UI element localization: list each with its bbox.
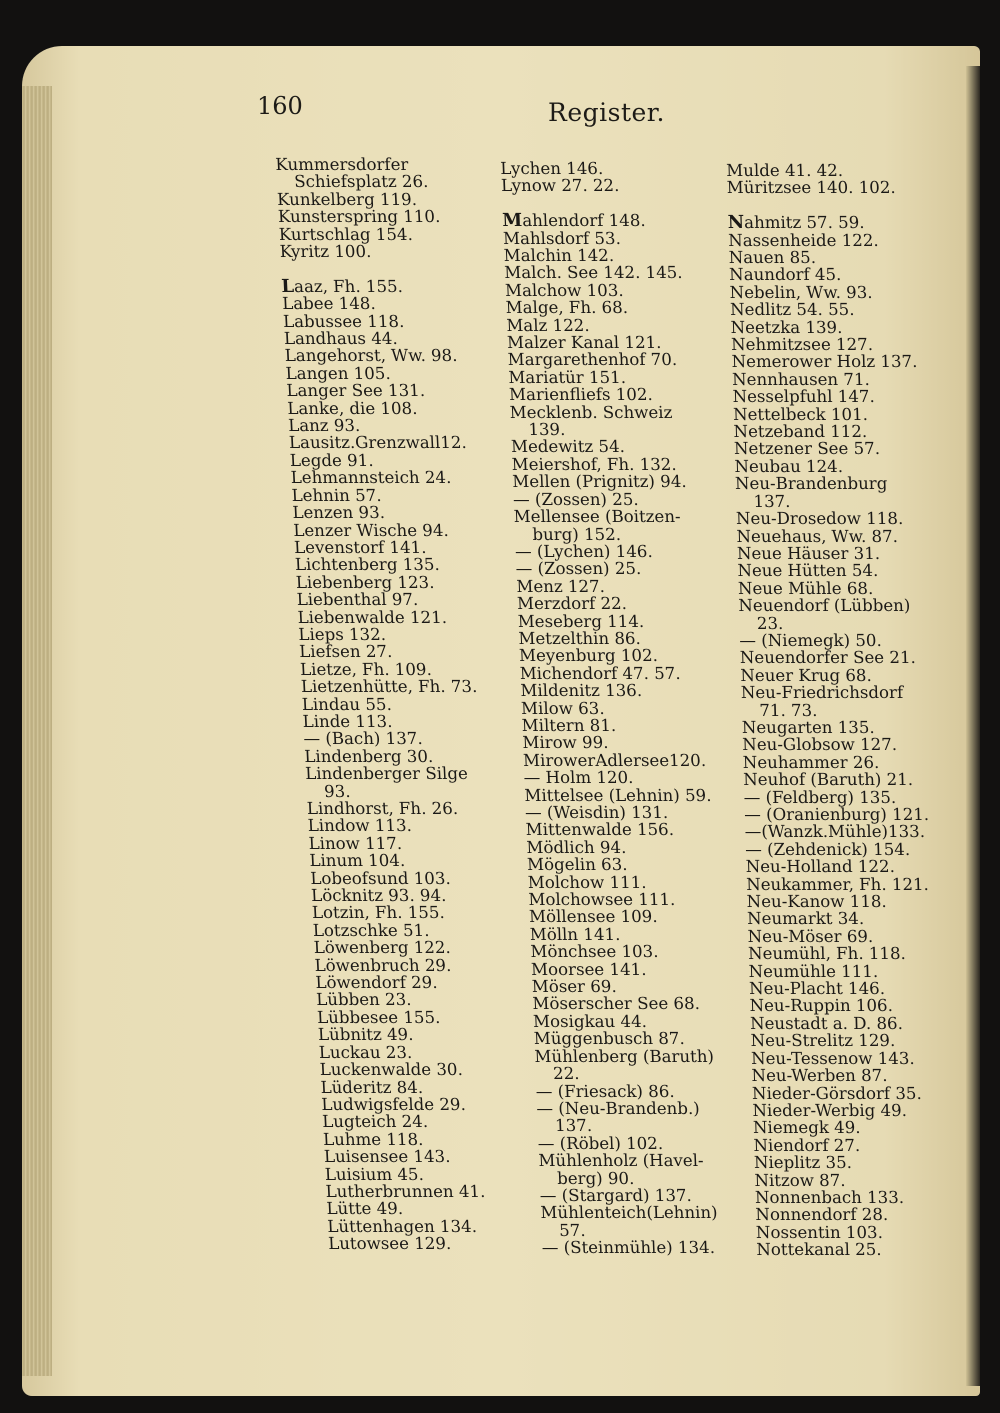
index-entry: Mühlenholz (Havel- (538, 1151, 704, 1171)
index-entry: Kurtschlag 154. (278, 224, 414, 244)
index-entry: Neu-Drosedow 118. (735, 509, 904, 529)
index-entry: Levenstorf 141. (293, 537, 427, 557)
index-entry: Lütte 49. (326, 1199, 404, 1219)
index-entry: Lenzer Wische 94. (292, 520, 450, 540)
index-entry: Lübbesee 155. (316, 1007, 441, 1027)
index-entry: Nahmitz 57. 59. (727, 212, 865, 234)
index-entry-continuation: 57. (558, 1220, 586, 1240)
index-entry: — (Niemegk) 50. (739, 630, 883, 650)
index-entry: Moorsee 141. (530, 959, 647, 979)
index-entry: Luhme 118. (322, 1129, 424, 1149)
index-entry: Ludwigsfelde 29. (320, 1094, 467, 1114)
index-entry: Malz 122. (505, 315, 590, 335)
index-entry-continuation: 22. (552, 1064, 580, 1084)
index-entry: Löcknitz 93. 94. (310, 886, 447, 906)
index-entry: Neuhammer 26. (742, 752, 880, 772)
index-entry: Möserscher See 68. (532, 994, 701, 1014)
index-entry: Kyritz 100. (279, 242, 372, 262)
index-entry: Mariatür 151. (507, 367, 627, 387)
index-entry: Lotzschke 51. (312, 920, 430, 940)
index-entry: Kummersdorfer (274, 155, 409, 174)
index-entry: — (Weisdin) 131. (524, 803, 669, 823)
index-entry-continuation: burg) 152. (532, 524, 622, 544)
index-entry: Nesselpfuhl 147. (732, 387, 875, 407)
index-entry: Mühlenberg (Baruth) (534, 1046, 715, 1066)
index-entry: Lychen 146. (499, 159, 604, 178)
index-entry: Mönchsee 103. (530, 942, 659, 962)
index-entry: Lutherbrunnen 41. (325, 1181, 486, 1201)
index-entry: Lübnitz 49. (317, 1025, 414, 1045)
index-entry: Lotzin, Fh. 155. (311, 903, 446, 923)
index-entry: — (Zossen) 25. (515, 559, 642, 579)
index-entry: Miltern 81. (521, 715, 617, 735)
index-entry: Mosigkau 44. (532, 1011, 648, 1031)
index-entry: Luckenwalde 30. (319, 1060, 464, 1080)
index-entry: Langer See 131. (286, 381, 426, 401)
index-entry-continuation: 71. 73. (759, 700, 818, 720)
index-entry: Lehnin 57. (291, 485, 382, 505)
index-entry: Mellensee (Boitzen- (513, 507, 681, 527)
index-entry: Lehmannsteich 24. (290, 468, 452, 488)
index-entry: Mittelsee (Lehnin) 59. (524, 785, 712, 805)
index-entry: Marienfliefs 102. (508, 385, 654, 405)
index-entry: Labussee 118. (282, 311, 405, 331)
index-entry: Labee 148. (281, 294, 377, 314)
index-entry: Lenzen 93. (291, 503, 386, 523)
index-entry: Neu-Holland 122. (745, 857, 896, 877)
page-number: 160 (257, 92, 303, 120)
index-entry: Molchow 111. (527, 872, 647, 892)
index-entry: Neuendorfer See 21. (739, 648, 917, 668)
index-entry: Linum 104. (309, 851, 406, 871)
index-entry: Löwenbruch 29. (314, 955, 452, 975)
index-entry-continuation: Schiefsplatz 26. (293, 172, 429, 192)
index-entry: Merzdorf 22. (516, 594, 628, 614)
index-entry: Niemegk 49. (752, 1118, 861, 1138)
index-entry: Neumühle 111. (748, 961, 879, 981)
index-entry: Lausitz.Grenzwall12. (288, 433, 468, 453)
index-entry: Liefsen 27. (298, 642, 393, 662)
index-entry: Neu-Tessenow 143. (750, 1048, 915, 1068)
index-entry: Nehmitzsee 127. (730, 335, 874, 355)
index-entry: Margarethenhof 70. (507, 350, 678, 370)
index-entry: Neustadt a. D. 86. (749, 1013, 904, 1033)
index-entry: Mögelin 63. (526, 855, 628, 875)
index-entry: — (Röbel) 102. (537, 1133, 664, 1153)
letter-group-gap (727, 197, 913, 214)
index-entry: Nauen 85. (728, 248, 817, 268)
index-entry: Milow 63. (520, 698, 605, 718)
index-entry: — (Oranienburg) 121. (743, 805, 930, 825)
index-entry: Medewitz 54. (510, 437, 626, 457)
index-entry: Lietzenhütte, Fh. 73. (300, 677, 478, 697)
index-entry: Löwenberg 122. (313, 938, 452, 958)
index-entry: — (Zossen) 25. (512, 489, 639, 509)
index-entry: Nieder-Werbig 49. (752, 1100, 908, 1120)
index-entry: Meyenburg 102. (518, 646, 659, 666)
index-entry-continuation: 93. (323, 781, 351, 801)
index-entry: Nonnenbach 133. (754, 1187, 905, 1207)
index-entry: Möllensee 109. (528, 907, 658, 927)
index-entry-continuation: 23. (756, 613, 784, 633)
index-entry: — (Neu-Brandenb.) (536, 1098, 700, 1118)
index-entry: Lüderitz 84. (320, 1077, 424, 1097)
index-entry: Mirow 99. (522, 733, 609, 753)
index-entry: Neetzka 139. (730, 317, 843, 337)
index-entry: Nemerower Holz 137. (731, 352, 918, 372)
letter-group-gap (501, 195, 689, 212)
running-head-title: Register. (548, 98, 665, 127)
index-entry: Liebenthal 97. (296, 590, 419, 610)
index-entry: Mölln 141. (529, 924, 621, 944)
index-entry: Metzelthin 86. (518, 628, 642, 648)
index-entry: Lutowsee 129. (327, 1234, 452, 1254)
index-entry: Lanz 93. (287, 416, 361, 436)
index-entry: Mödlich 94. (526, 837, 627, 857)
index-entry: Neue Hütten 54. (737, 561, 879, 581)
index-entry: Kunsterspring 110. (277, 207, 441, 227)
index-entry: Lindow 113. (307, 816, 413, 836)
index-entry: Neuehaus, Ww. 87. (736, 526, 899, 546)
index-entry: Luckau 23. (318, 1042, 413, 1062)
index-entry: Meseberg 114. (517, 611, 645, 631)
index-entry: Lanke, die 108. (286, 398, 418, 418)
index-entry: Neu-Werben 87. (751, 1066, 888, 1086)
index-entry: Nettelbeck 101. (732, 404, 869, 424)
index-entry: Meiershof, Fh. 132. (511, 454, 677, 474)
index-entry: Nottekanal 25. (756, 1240, 882, 1260)
index-entry: Neu-Brandenburg (734, 474, 888, 494)
index-entry: Naundorf 45. (728, 265, 842, 285)
index-entry: Malchin 142. (503, 246, 615, 266)
index-entry: Lindhorst, Fh. 26. (306, 799, 459, 819)
index-entry: — (Bach) 137. (303, 729, 424, 749)
index-entry: Molchowsee 111. (528, 890, 676, 910)
index-entry: Lugteich 24. (321, 1112, 429, 1132)
index-entry: Lobeofsund 103. (309, 868, 452, 888)
index-entry: Lieps 132. (297, 624, 387, 644)
index-entry: Langehorst, Ww. 98. (284, 346, 458, 366)
index-entry: Neu-Kanow 118. (746, 892, 887, 912)
page-gutter-shadow (966, 66, 980, 1386)
index-entry: Linde 113. (302, 711, 393, 731)
index-entry: — (Zehdenick) 154. (744, 839, 911, 859)
index-entry: Lindenberger Silge (304, 764, 469, 784)
index-entry: Neue Mühle 68. (737, 578, 874, 598)
index-entry: Nitzow 87. (754, 1170, 846, 1190)
index-entry: Neue Häuser 31. (736, 543, 881, 563)
index-entry-continuation: 139. (527, 420, 566, 440)
index-entry-continuation: berg) 90. (556, 1168, 635, 1188)
index-entry: Kunkelberg 119. (276, 189, 418, 209)
index-entry: — (Friesack) 86. (535, 1081, 675, 1101)
index-entry: Neuer Krug 68. (740, 665, 872, 685)
index-entry: Lietze, Fh. 109. (299, 659, 433, 679)
index-entry: Möser 69. (531, 977, 618, 997)
index-entry: Lindenberg 30. (303, 746, 434, 766)
letter-group-gap (280, 260, 459, 277)
index-entry: Malzer Kanal 121. (506, 333, 662, 353)
index-entry: Neu-Möser 69. (747, 926, 874, 946)
index-entry: Mahlendorf 148. (501, 210, 646, 232)
index-entry: Nebelin, Ww. 93. (729, 282, 873, 302)
index-entry: Linow 117. (308, 833, 403, 853)
index-entry: Menz 127. (516, 576, 606, 596)
index-entry: — Holm 120. (523, 768, 634, 788)
index-entry: Neumarkt 34. (746, 909, 865, 929)
index-entry: Mulde 41. 42. (725, 161, 844, 180)
index-entry: Neumühl, Fh. 118. (747, 944, 907, 964)
index-entry-continuation: 137. (753, 491, 791, 511)
index-entry: Mellen (Prignitz) 94. (511, 472, 687, 492)
index-entry: Malchow 103. (504, 280, 624, 300)
index-entry: Neuhof (Baruth) 21. (742, 770, 914, 790)
index-entry: Michendorf 47. 57. (519, 663, 681, 683)
index-entry: Mildenitz 136. (520, 681, 643, 701)
index-entry: Malch. See 142. 145. (503, 263, 683, 283)
index-entry: Nossentin 103. (755, 1222, 884, 1242)
index-entry: MirowerAdlersee120. (522, 750, 707, 770)
index-entry: Neu-Strelitz 129. (750, 1031, 896, 1051)
index-entry: Löwendorf 29. (314, 973, 438, 993)
index-entry: Nennhausen 71. (731, 369, 871, 389)
index-entry: Nedlitz 54. 55. (729, 300, 855, 320)
index-entry: Neu-Placht 146. (748, 979, 886, 999)
index-entry: Landhaus 44. (283, 329, 399, 349)
index-entry: Nieplitz 35. (753, 1153, 853, 1173)
index-entry: Malge, Fh. 68. (505, 298, 629, 318)
index-entry: Luisium 45. (324, 1164, 425, 1184)
index-entry: Nieder-Görsdorf 35. (751, 1083, 922, 1103)
index-entry: Liebenwalde 121. (297, 607, 448, 627)
index-entry: — (Stargard) 137. (539, 1185, 693, 1205)
index-entry-continuation: 137. (554, 1116, 593, 1136)
index-entry: Liebenberg 123. (295, 572, 435, 592)
index-entry: Mahlsdorf 53. (502, 228, 622, 248)
index-entry: Neuendorf (Lübben) (738, 596, 911, 616)
index-entry: Neu-Friedrichsdorf (740, 683, 904, 703)
index-entry: Neukammer, Fh. 121. (745, 874, 930, 894)
index-entry: Neu-Globsow 127. (742, 735, 898, 755)
index-entry: — (Lychen) 146. (514, 541, 654, 561)
index-entry: Lichtenberg 135. (294, 555, 441, 575)
index-entry: Lübben 23. (315, 990, 412, 1010)
index-entry: Mühlenteich(Lehnin) (540, 1203, 718, 1223)
index-entry: Legde 91. (289, 450, 374, 470)
index-entry: Müggenbusch 87. (533, 1029, 686, 1049)
index-entry: Laaz, Fh. 155. (280, 275, 404, 297)
index-entry: Neubau 124. (734, 456, 844, 476)
index-entry: Mecklenb. Schweiz (509, 402, 673, 422)
index-entry: —(Wanzk.Mühle)133. (744, 822, 926, 842)
index-entry: Neugarten 135. (741, 717, 875, 737)
index-entry: Müritzsee 140. 102. (726, 178, 896, 198)
index-entry: Netzeband 112. (733, 422, 868, 442)
index-column-right (726, 162, 942, 1259)
page-edges (22, 86, 52, 1376)
index-entry: Neu-Ruppin 106. (749, 996, 894, 1016)
index-entry: Lüttenhagen 134. (326, 1216, 478, 1236)
index-entry: Niendorf 27. (753, 1135, 861, 1155)
index-entry: Netzener See 57. (733, 439, 881, 459)
index-entry: — (Steinmühle) 134. (541, 1238, 716, 1258)
index-entry: — (Feldberg) 135. (743, 787, 897, 807)
index-entry: Lindau 55. (301, 694, 393, 714)
index-entry: Lynow 27. 22. (500, 176, 620, 196)
index-entry: Mittenwalde 156. (525, 820, 675, 840)
index-entry: Nonnendorf 28. (755, 1205, 889, 1225)
index-entry: Langen 105. (285, 363, 392, 383)
index-entry: Nassenheide 122. (727, 230, 879, 250)
index-entry: Luisensee 143. (323, 1147, 451, 1167)
